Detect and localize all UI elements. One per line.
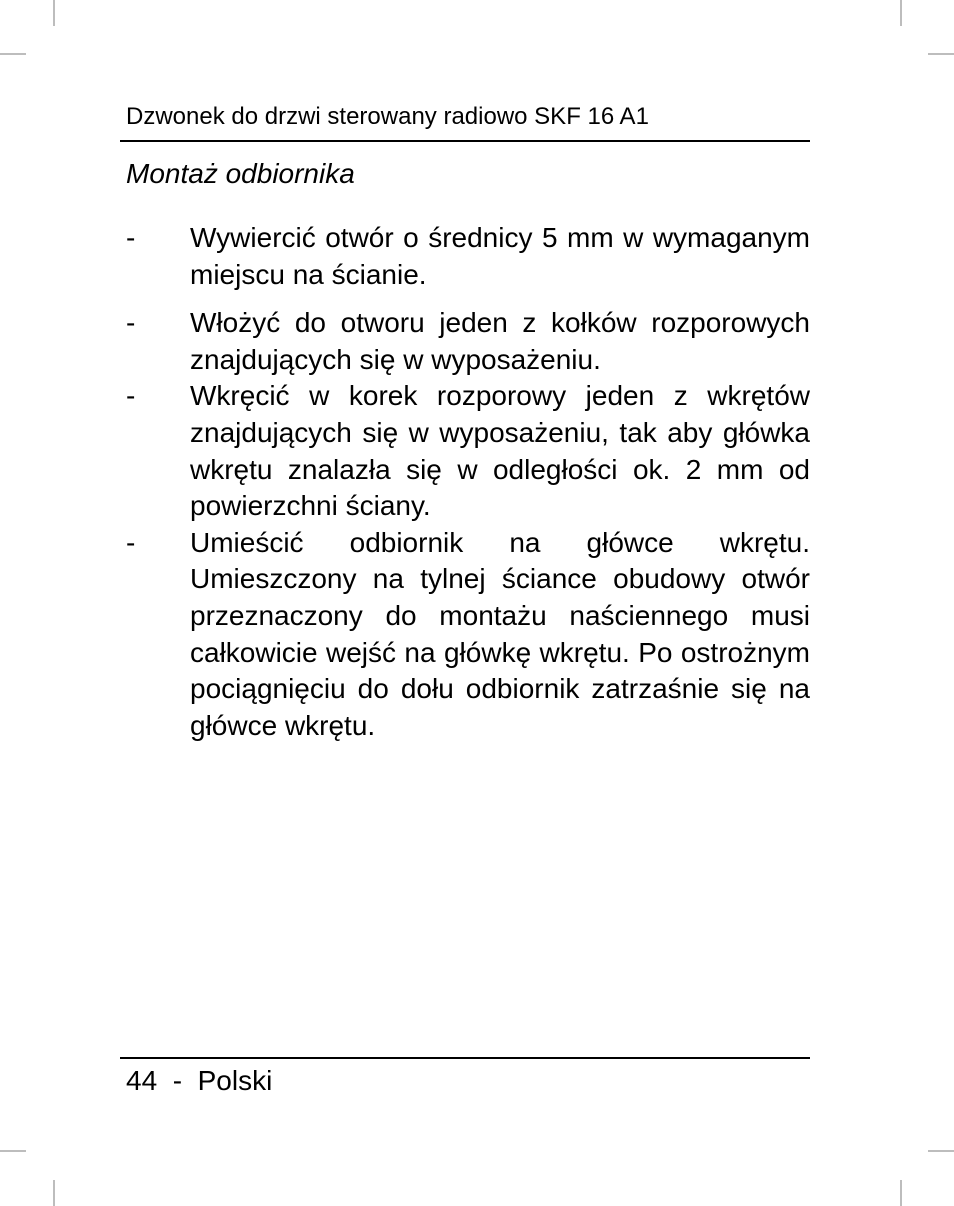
list-item-text: Umieścić odbiornik na główce wkrętu. Umieszczony na tylnej ściance obudowy otwór przeznaczony do montażu naściennego musi całkowicie wejść na główkę wkrętu. Po ostrożnym pociągnięciu do dołu odbiornik zatrzaśnie się na główce wkrętu.: [190, 526, 810, 741]
footer-language: Polski: [197, 1065, 273, 1096]
crop-mark-top-right: [900, 0, 902, 26]
crop-mark-bottom-right-h: [928, 1150, 954, 1152]
running-header: Dzwonek do drzwi sterowany radiowo SKF 16 A1: [126, 103, 649, 130]
instruction-list: [126, 220, 810, 744]
list-bullet: -: [126, 222, 136, 253]
list-item: [126, 220, 810, 293]
header-rule: [120, 140, 810, 142]
list-bullet: -: [126, 307, 136, 339]
crop-mark-top-left: [53, 0, 55, 26]
crop-mark-bottom-left: [53, 1180, 55, 1206]
section-title: Montaż odbiornika: [126, 158, 355, 189]
crop-mark-bottom-right: [900, 1180, 902, 1206]
list-item: [126, 378, 810, 524]
list-bullet: -: [126, 526, 136, 558]
footer-separator: -: [172, 1065, 183, 1096]
footer-rule: [120, 1057, 810, 1059]
page-number: 44: [126, 1065, 158, 1096]
crop-mark-bottom-left-h: [0, 1150, 26, 1152]
list-item: [126, 525, 810, 745]
list-item-text: Wywiercić otwór o średnicy 5 mm w wymaganym miejscu na ścianie.: [190, 222, 810, 290]
crop-mark-top-right-h: [928, 53, 954, 55]
list-item-text: Wkręcić w korek rozporowy jeden z wkrętów znajdujących się w wyposażeniu, tak aby główka wkrętu znalazła się w odległości ok. 2 mm od powierzchni ściany.: [190, 380, 810, 522]
page-footer: [126, 1063, 272, 1099]
list-item-text: Włożyć do otworu jeden z kołków rozporowych znajdujących się w wyposażeniu.: [190, 307, 810, 375]
list-bullet: -: [126, 380, 136, 412]
list-item: [126, 305, 810, 378]
crop-mark-top-left-h: [0, 53, 26, 55]
